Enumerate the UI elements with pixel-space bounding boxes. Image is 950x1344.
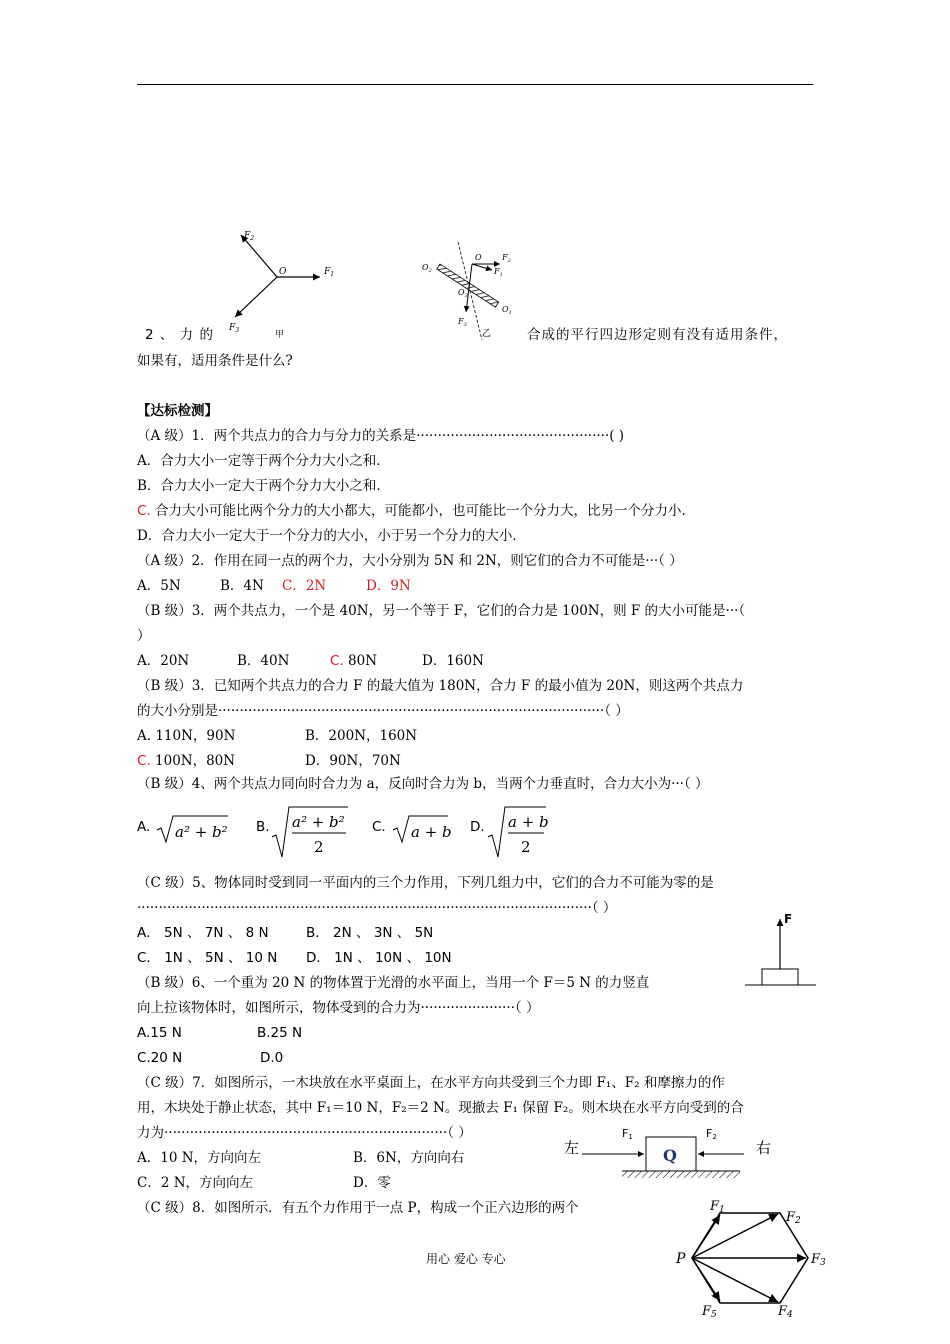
- qb3b-option-b: B．200N，160N: [305, 728, 418, 744]
- qa1-option-c: C. 合力大小可能比两个分力的大小都大，可能都小，也可能比一个分力大，比另一个分力小．: [137, 503, 696, 519]
- force-diagram-jia: [225, 225, 335, 340]
- svg-text:O3: $O_3$: [458, 288, 468, 299]
- svg-text:F2: F2: [706, 1127, 717, 1141]
- fig2-caption: 乙: [482, 329, 492, 339]
- qc7-stem: （C 级）7．如图所示，一木块放在水平桌面上，在水平方向共受到三个力即 F₁、F₂ 和摩擦力的作: [137, 1075, 725, 1091]
- qc7-figure-f1: F: [622, 1127, 629, 1140]
- qc7-figure: [560, 1125, 790, 1187]
- qb4-option-d-formula: [486, 803, 551, 861]
- svg-text:F1: $F_1$: [494, 267, 503, 278]
- qb6-stem2: 向上拉该物体时，如图所示，物体受到的合力为······················（ ）: [137, 1000, 540, 1016]
- qb6-option-d: D.0: [260, 1050, 284, 1066]
- qb3b-stem2: 的大小分别是··························································································（ ）: [137, 703, 629, 719]
- qc7-option-c: C．2 N，方向向左: [137, 1175, 254, 1191]
- qc5-stem: （C 级）5、物体同时受到同一平面内的三个力作用，下列几组力中，它们的合力不可能为零的是: [137, 875, 714, 891]
- qa2-option-d: D．9N: [366, 578, 411, 594]
- svg-text:F1: F1: [710, 1199, 725, 1215]
- svg-text:F2: F2: [786, 1210, 801, 1226]
- qa1-option-a: A．合力大小一定等于两个分力大小之和．: [137, 453, 390, 469]
- qa2-stem: （A 级）2．作用在同一点的两个力，大小分别为 5N 和 2N，则它们的合力不可能是···（ ）: [137, 553, 683, 569]
- qc5-stem2: ··········································································································（ ）: [137, 900, 617, 916]
- qb4-stem: （B 级）4、两个共点力同向时合力为 a，反向时合力为 b，当两个力垂直时，合力大小为···（ ）: [137, 776, 709, 792]
- qb3-option-c: C. 80N: [330, 653, 378, 669]
- qa2-option-a: A．5N: [137, 578, 181, 594]
- svg-text:F3: $F_3$: [229, 323, 240, 334]
- qb3-option-d: D．160N: [422, 653, 484, 669]
- header-rule: [137, 84, 813, 85]
- qb3b-stem: （B 级）3．已知两个共点力的合力 F 的最大值为 180N，合力 F 的最小值为 20N，则这两个共点力: [137, 678, 744, 694]
- q2-line2: 如果有，适用条件是什么?: [137, 353, 293, 369]
- svg-text:F2: $F_2$: [502, 253, 511, 264]
- qc5-option-b: B． 2N 、 3N 、 5N: [306, 925, 434, 941]
- svg-text:F4: F4: [778, 1304, 793, 1320]
- svg-text:F3: F3: [811, 1252, 826, 1268]
- fig1-f2-label: F: [244, 231, 251, 241]
- qc5-option-c: C． 1N 、 5N 、 10 N: [137, 950, 278, 966]
- qb4-option-a-label: A.: [137, 819, 151, 835]
- fig1-caption: 甲: [275, 330, 285, 340]
- qb3b-option-d: D．90N，70N: [305, 753, 401, 769]
- qb4-option-c-label: C.: [372, 819, 386, 835]
- section-title: 【达标检测】: [137, 403, 218, 419]
- qc7-stem2: 用，木块处于静止状态，其中 F₁＝10 N，F₂＝2 N。现撤去 F₁ 保留 F₂。则木块在水平方向受到的合: [137, 1100, 744, 1116]
- svg-text:F1: F1: [622, 1127, 633, 1141]
- svg-text:a² + b²: a² + b²: [175, 823, 228, 841]
- q2-prefix: 2 、 力 的: [145, 327, 214, 343]
- qb3b-option-c: C. 100N，80N: [137, 753, 236, 769]
- qc7-option-b: B．6N，方向向右: [353, 1150, 465, 1166]
- qb3-option-a: A．20N: [137, 653, 190, 669]
- qb4-option-b-formula: [270, 803, 350, 861]
- qb6-option-b: B.25 N: [257, 1025, 303, 1041]
- qb6-stem: （B 级）6、一个重为 20 N 的物体置于光滑的水平面上，当用一个 F＝5 N 的力竖直: [137, 975, 650, 991]
- page-footer: 用心 爱心 专心: [426, 1252, 506, 1266]
- qa1-stem: （A 级）1．两个共点力的合力与分力的关系是·············································( ): [137, 428, 625, 444]
- qb4-option-a-formula: [155, 810, 230, 846]
- qc7-figure-f2: F: [706, 1127, 713, 1140]
- qa1-option-b: B．合力大小一定大于两个分力大小之和．: [137, 478, 390, 494]
- qa2-option-c: C．2N: [282, 578, 327, 594]
- qa1-option-d: D．合力大小一定大于一个分力的大小，小于另一个分力的大小．: [137, 528, 526, 544]
- qc5-option-a: A． 5N 、 7N 、 8 N: [137, 925, 269, 941]
- qc8-figure-p: P: [676, 1251, 686, 1267]
- qc7-figure-left: 左: [564, 1139, 580, 1157]
- qc8-stem: （C 级）8．如图所示．有五个力作用于一点 P，构成一个正六边形的两个: [137, 1200, 579, 1216]
- fig1-f3-label: F: [229, 323, 236, 333]
- qc7-option-d: D．零: [353, 1175, 391, 1191]
- svg-text:a + b: a + b: [411, 823, 452, 841]
- qb6-figure-f-label: F: [784, 912, 793, 926]
- svg-text:F5: F5: [702, 1304, 717, 1320]
- qa2-option-b: B．4N: [220, 578, 264, 594]
- svg-text:2: 2: [521, 838, 531, 856]
- qb3-option-b: B．40N: [237, 653, 290, 669]
- svg-text:F3: $F_3$: [458, 317, 467, 328]
- qb3-stem-end: ）: [137, 628, 151, 644]
- force-diagram-yi: [420, 240, 520, 345]
- svg-text:F2: $F_2$: [244, 231, 255, 242]
- qc7-figure-block-label: Q: [663, 1146, 677, 1165]
- svg-text:2: 2: [314, 838, 324, 856]
- qb6-option-a: A.15 N: [137, 1025, 182, 1041]
- svg-text:a² + b²: a² + b²: [292, 813, 345, 831]
- svg-text:O1: $O_1$: [502, 305, 512, 316]
- qc8-figure: [672, 1195, 832, 1320]
- qb3-stem: （B 级）3．两个共点力，一个是 40N，另一个等于 F，它们的合力是 100N，则 F 的大小可能是···（: [137, 603, 746, 619]
- svg-text:a + b: a + b: [508, 813, 549, 831]
- qc7-figure-right: 右: [756, 1139, 772, 1157]
- qb4-option-b-label: B.: [256, 819, 270, 835]
- svg-text:O2: $O_2$: [422, 263, 432, 274]
- qb6-figure: [740, 905, 820, 990]
- q2-suffix: 合成的平行四边形定则有没有适用条件，: [527, 327, 788, 343]
- fig1-o-label: O: [279, 267, 287, 277]
- qc7-stem3: 力为··································································（ ）: [137, 1125, 472, 1141]
- qb3b-option-a: A. 110N，90N: [137, 728, 236, 744]
- fig1-f1-label: F: [324, 267, 331, 277]
- svg-text:F1: $F_1$: [324, 267, 335, 278]
- qb6-option-c: C.20 N: [137, 1050, 183, 1066]
- fig2-o-label: O: [475, 253, 482, 262]
- qc7-option-a: A．10 N，方向向左: [137, 1150, 262, 1166]
- qb4-option-c-formula: [391, 810, 451, 846]
- qb4-option-d-label: D.: [470, 819, 485, 835]
- qc5-option-d: D． 1N 、 10N 、 10N: [306, 950, 452, 966]
